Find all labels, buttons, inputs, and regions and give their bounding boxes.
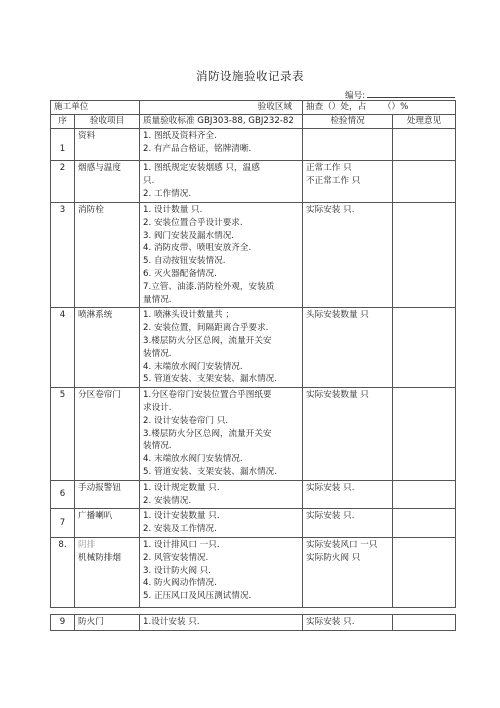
- standard-line: 5. 管道安装、支架安装、漏水情况.: [143, 466, 277, 477]
- status-line: 实际安装 只.: [306, 617, 355, 627]
- standard-line: 3.楼层防火分区总阀，流量开关安: [143, 428, 272, 439]
- row-number: 2: [51, 161, 75, 203]
- status-line: 实际防火阀 只: [306, 552, 361, 563]
- standard-line: 6. 灭火器配备情况.: [143, 268, 217, 279]
- row-status: [303, 161, 393, 203]
- row-number: 4: [51, 308, 75, 388]
- table-row: [51, 388, 456, 481]
- row-standard: [140, 480, 303, 509]
- standard-line: 2. 工作情况.: [143, 188, 192, 199]
- standard-line: 4. 防火阀动作情况.: [143, 578, 217, 589]
- row-opinion-cell[interactable]: [393, 480, 456, 509]
- header-opinion: 处理意见: [393, 115, 456, 129]
- header-area: 验收区域: [140, 101, 303, 115]
- table-row: [51, 615, 456, 631]
- document-number-field[interactable]: [367, 89, 455, 98]
- row-opinion-cell[interactable]: [393, 203, 456, 308]
- row-status: [303, 129, 393, 161]
- row-opinion-cell[interactable]: [393, 615, 456, 631]
- standard-line: 2. 安装及工作情况.: [143, 524, 217, 535]
- standard-line: 1. 设计排风口 一只.: [143, 539, 220, 550]
- row-item: [75, 203, 140, 308]
- status-line: 实际安装 只.: [306, 482, 355, 493]
- row-item: [75, 388, 140, 481]
- row-item: [75, 129, 140, 161]
- header-unit: 施工单位: [51, 101, 140, 115]
- header-seq: 序: [51, 115, 75, 129]
- standard-line: 2. 风管安装情况.: [143, 552, 209, 563]
- standard-line: 5. 管道安装、支架安装、漏水情况.: [143, 374, 277, 385]
- table-row: [51, 480, 456, 509]
- row-item: [75, 308, 140, 388]
- row-status: [303, 308, 393, 388]
- standard-line: 1.设计安装 只.: [143, 617, 200, 627]
- row-item: [75, 509, 140, 538]
- row-item-label: 防火门: [78, 617, 104, 627]
- header-standard: 质量验收标准 GBJ303-88, GBJ232-82: [140, 115, 303, 129]
- header-row-1: [51, 101, 456, 115]
- standard-line: 3.楼层防火分区总阀，流量开关安: [143, 335, 272, 346]
- row-number: 3: [51, 203, 75, 308]
- acceptance-table-continued: [50, 614, 456, 631]
- status-line: 实际安装数量 只: [306, 390, 369, 401]
- row-status: [303, 480, 393, 509]
- standard-line: 2. 有产品合格证，铭牌清晰.: [143, 143, 252, 154]
- standard-line: 1. 设计安装数量 只.: [143, 511, 220, 522]
- standard-line: 7.立管、油漆.消防栓外观，安装质: [143, 281, 275, 292]
- status-line: 实际安装 只.: [306, 511, 355, 522]
- table-row: [51, 308, 456, 388]
- standard-line: 装情况.: [143, 441, 172, 452]
- status-line: 正常工作 只: [306, 163, 352, 173]
- row-opinion-cell[interactable]: [393, 161, 456, 203]
- row-standard: [140, 129, 303, 161]
- standard-line: 1. 喷淋头设计数量共 ；: [143, 310, 235, 321]
- row-number: 6: [51, 480, 75, 509]
- row-status: [303, 615, 393, 631]
- standard-line: 只.: [143, 175, 155, 186]
- row-item-label: 机械防排烟: [78, 552, 121, 563]
- row-item-struck: 阴排: [78, 539, 96, 550]
- standard-line: 4. 末端放水阀门安装情况.: [143, 454, 243, 465]
- table-row: [51, 537, 456, 607]
- standard-line: 5. 正压风口及风压测试情况.: [143, 591, 252, 602]
- page-title: 消防设施验收记录表: [196, 69, 304, 83]
- row-status: [303, 388, 393, 481]
- row-standard: [140, 308, 303, 388]
- acceptance-table: [50, 100, 456, 608]
- row-item: [75, 615, 140, 631]
- standard-line: 2. 设计安装卷帘门 只.: [143, 415, 229, 426]
- standard-line: 量情况.: [143, 294, 172, 305]
- status-line: 实际安装 只.: [306, 205, 355, 215]
- standard-line: 2. 安装位置合乎设计要求.: [143, 217, 243, 228]
- row-item-label: 手动报警钮: [78, 482, 121, 493]
- standard-line: 4. 末端放水阀门安装情况.: [143, 361, 243, 372]
- standard-line: 5. 自动按钮安装情况.: [143, 256, 226, 267]
- row-item: [75, 161, 140, 203]
- standard-line: 1. 设计规定数量 只.: [143, 482, 220, 493]
- row-status: [303, 509, 393, 538]
- header-status: 检验情况: [303, 115, 393, 129]
- status-line: 头际安装数量 只: [306, 310, 369, 321]
- row-item-label: 分区卷帘门: [78, 390, 121, 401]
- header-percent: （）%: [382, 102, 409, 112]
- row-item-label: 喷淋系统: [78, 310, 113, 321]
- row-number: 8.: [51, 537, 75, 607]
- standard-line: 3. 设计防火阀 只.: [143, 565, 211, 576]
- row-item-label: 消防栓: [78, 205, 104, 215]
- row-number: 7: [51, 509, 75, 538]
- row-opinion-cell[interactable]: [393, 308, 456, 388]
- row-standard: [140, 615, 303, 631]
- row-item-label: 资料: [78, 131, 96, 141]
- standard-line: 2. 安装情况.: [143, 495, 192, 506]
- row-opinion-cell[interactable]: [393, 388, 456, 481]
- row-number: 1: [51, 129, 75, 161]
- row-standard: [140, 537, 303, 607]
- header-check: [303, 101, 456, 115]
- row-number: 5: [51, 388, 75, 481]
- row-item-label: 烟感与温度: [78, 163, 121, 173]
- standard-line: 求设计.: [143, 402, 172, 413]
- table-row: [51, 509, 456, 538]
- standard-line: 1. 图纸及资料齐全.: [143, 131, 217, 141]
- standard-line: 1. 图纸规定安装烟感 只，温感: [143, 163, 260, 173]
- standard-line: 装情况.: [143, 348, 172, 359]
- row-standard: [140, 388, 303, 481]
- row-standard: [140, 161, 303, 203]
- status-line: 不正常工作 只: [306, 175, 361, 186]
- row-standard: [140, 203, 303, 308]
- row-number: 9: [51, 615, 75, 631]
- row-status: [303, 537, 393, 607]
- table-row: [51, 203, 456, 308]
- row-standard: [140, 509, 303, 538]
- header-check-label: 抽查（）处，占: [306, 102, 367, 112]
- row-opinion-cell[interactable]: [393, 129, 456, 161]
- row-item: [75, 537, 140, 607]
- row-item: [75, 480, 140, 509]
- header-row-2: [51, 115, 456, 129]
- row-opinion-cell[interactable]: [393, 537, 456, 607]
- standard-line: 4. 消防皮带、喷咀安放齐全.: [143, 243, 252, 254]
- row-status: [303, 203, 393, 308]
- header-item: 验收项目: [75, 115, 140, 129]
- status-line: 实际安装风口 一只: [306, 539, 378, 550]
- row-item-label: 广播喇叭: [78, 511, 113, 522]
- standard-line: 1.分区卷帘门安装位置合乎图纸要: [143, 390, 272, 401]
- standard-line: 2. 安装位置，间隔距离合乎要求.: [143, 323, 269, 334]
- table-row: [51, 161, 456, 203]
- standard-line: 1. 设计数量 只.: [143, 205, 203, 215]
- row-opinion-cell[interactable]: [393, 509, 456, 538]
- document-number-label: 编号:: [345, 91, 366, 101]
- table-row: [51, 129, 456, 161]
- standard-line: 3. 阀门安装及漏水情况.: [143, 230, 235, 241]
